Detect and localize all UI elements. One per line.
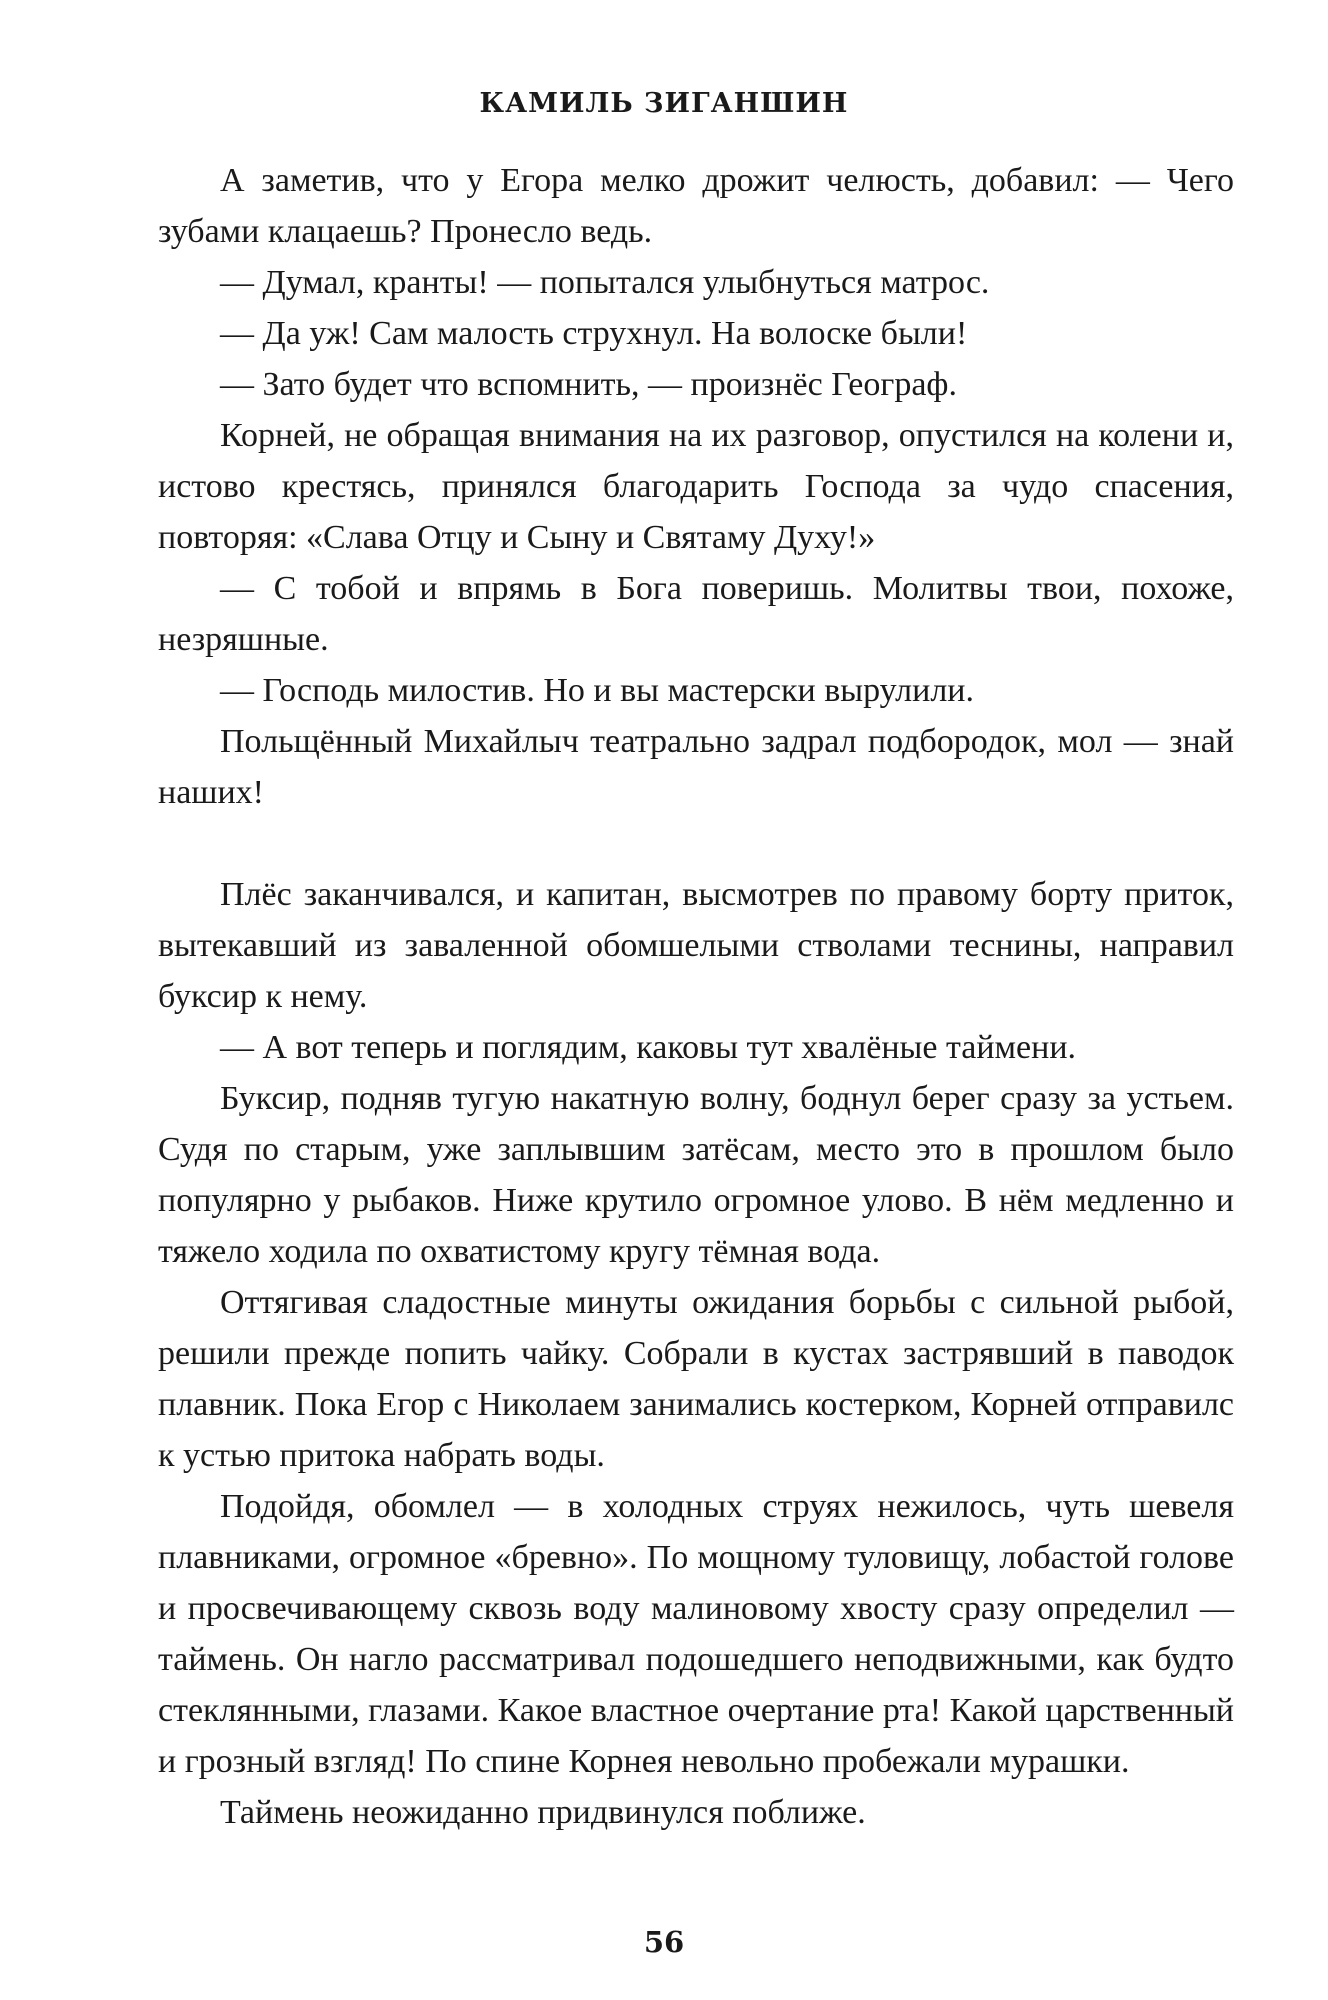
paragraph: — Да уж! Сам малость струхнул. На волоске были! xyxy=(220,315,968,352)
paragraph: — А вот теперь и поглядим, каковы тут хвалёные таймени. xyxy=(220,1029,1077,1066)
paragraph: Таймень неожиданно придвинулся поближе. xyxy=(220,1794,866,1831)
paragraph: Польщённый Михайлыч театрально задрал подбородок, мол — знай наших! xyxy=(158,723,1234,811)
paragraph: А заметив, что у Егора мелко дрожит челюсть, добавил: — Чего зубами клацаешь? Пронесло ведь. xyxy=(158,162,1234,250)
paragraph: Корней, не обращая внимания на их разговор, опустился на колени и, истово крестясь, принялся благодарить Господа за чудо спасения, повторяя: «Слава Отцу и Сыну и Святаму Духу!» xyxy=(158,417,1234,556)
body-text xyxy=(158,155,1234,1838)
page-number: 56 xyxy=(643,1925,685,1959)
running-header: КАМИЛЬ ЗИГАНШИН xyxy=(479,88,849,119)
paragraph: — С тобой и впрямь в Бога поверишь. Молитвы твои, похоже, незряшные. xyxy=(158,570,1234,658)
paragraph: Оттягивая сладостные минуты ожидания борьбы с сильной рыбой, решили прежде попить чайку. Собрали в кустах застрявший в паводок плавник. Пока Егор с Николаем занимались костерком, Корней отправилс к устью притока набрать воды. xyxy=(158,1284,1234,1474)
paragraph: — Зато будет что вспомнить, — произнёс Географ. xyxy=(220,366,957,403)
paragraph: — Господь милостив. Но и вы мастерски вырулили. xyxy=(220,672,974,709)
paragraph: Подойдя, обомлел — в холодных струях нежилось, чуть шевеля плавниками, огромное «бревно». По мощному туловищу, лобастой голове и просвечивающему сквозь воду малиновому хвосту сразу определил — таймень. Он нагло рассматривал подошедшего неподвижными, как будто стеклянными, глазами. Какое властное очертание рта! Какой царственный и грозный взгляд! По спине Корнея невольно пробежали мурашки. xyxy=(158,1488,1234,1780)
paragraph: Плёс заканчивался, и капитан, высмотрев по правому борту приток, вытекавший из заваленной обомшелыми стволами теснины, направил буксир к нему. xyxy=(158,876,1234,1015)
paragraph: Буксир, подняв тугую накатную волну, боднул берег сразу за устьем. Судя по старым, уже заплывшим затёсам, место это в прошлом было популярно у рыбаков. Ниже крутило огромное улово. В нём медленно и тяжело ходила по охватистому кругу тёмная вода. xyxy=(158,1080,1234,1270)
paragraph: — Думал, кранты! — попытался улыбнуться матрос. xyxy=(220,264,990,301)
